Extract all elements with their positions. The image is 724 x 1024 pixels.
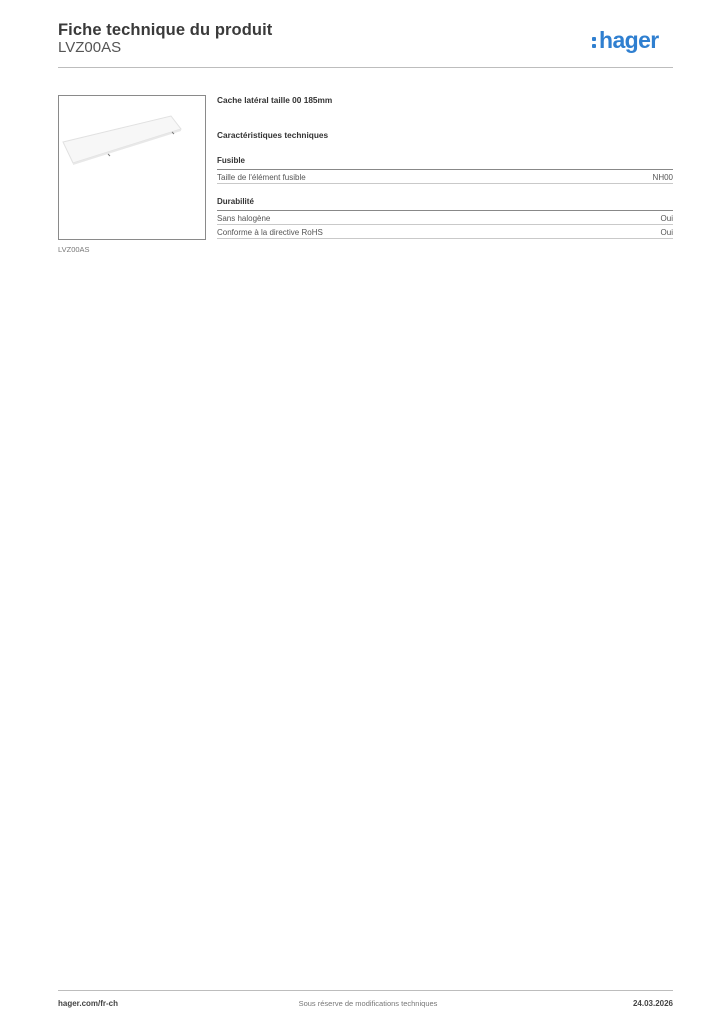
footer-website-link[interactable]: hager.com/fr-ch [58,999,119,1008]
footer-disclaimer: Sous réserve de modifications techniques [298,999,438,1008]
spec-value: NH00 [652,173,673,182]
header-divider [58,67,673,68]
logo-dots-icon [592,35,597,49]
section-title-fusible: Fusible [217,156,246,165]
spec-label: Taille de l'élément fusible [217,173,306,182]
spec-row [217,211,673,225]
section-title-durabilite: Durabilité [217,197,254,206]
spec-row [217,225,673,239]
page-title: Fiche technique du produit [58,21,273,39]
footer-divider [58,990,673,991]
logo-text: hager [599,27,659,53]
tech-specs-title: Caractéristiques techniques [217,130,329,140]
product-image [58,95,206,240]
spec-label: Sans halogène [217,214,271,223]
hager-logo [592,28,659,52]
footer-date: 24.03.2026 [632,999,673,1008]
spec-value: Oui [660,228,673,237]
product-reference: LVZ00AS [58,39,122,56]
product-name: Cache latéral taille 00 185mm [217,95,333,105]
spec-row [217,170,673,184]
spec-label: Conforme à la directive RoHS [217,228,323,237]
image-caption: LVZ00AS [58,245,90,254]
spec-value: Oui [660,214,673,223]
spec-panel [217,95,673,239]
side-cover-panel-icon [59,96,205,239]
